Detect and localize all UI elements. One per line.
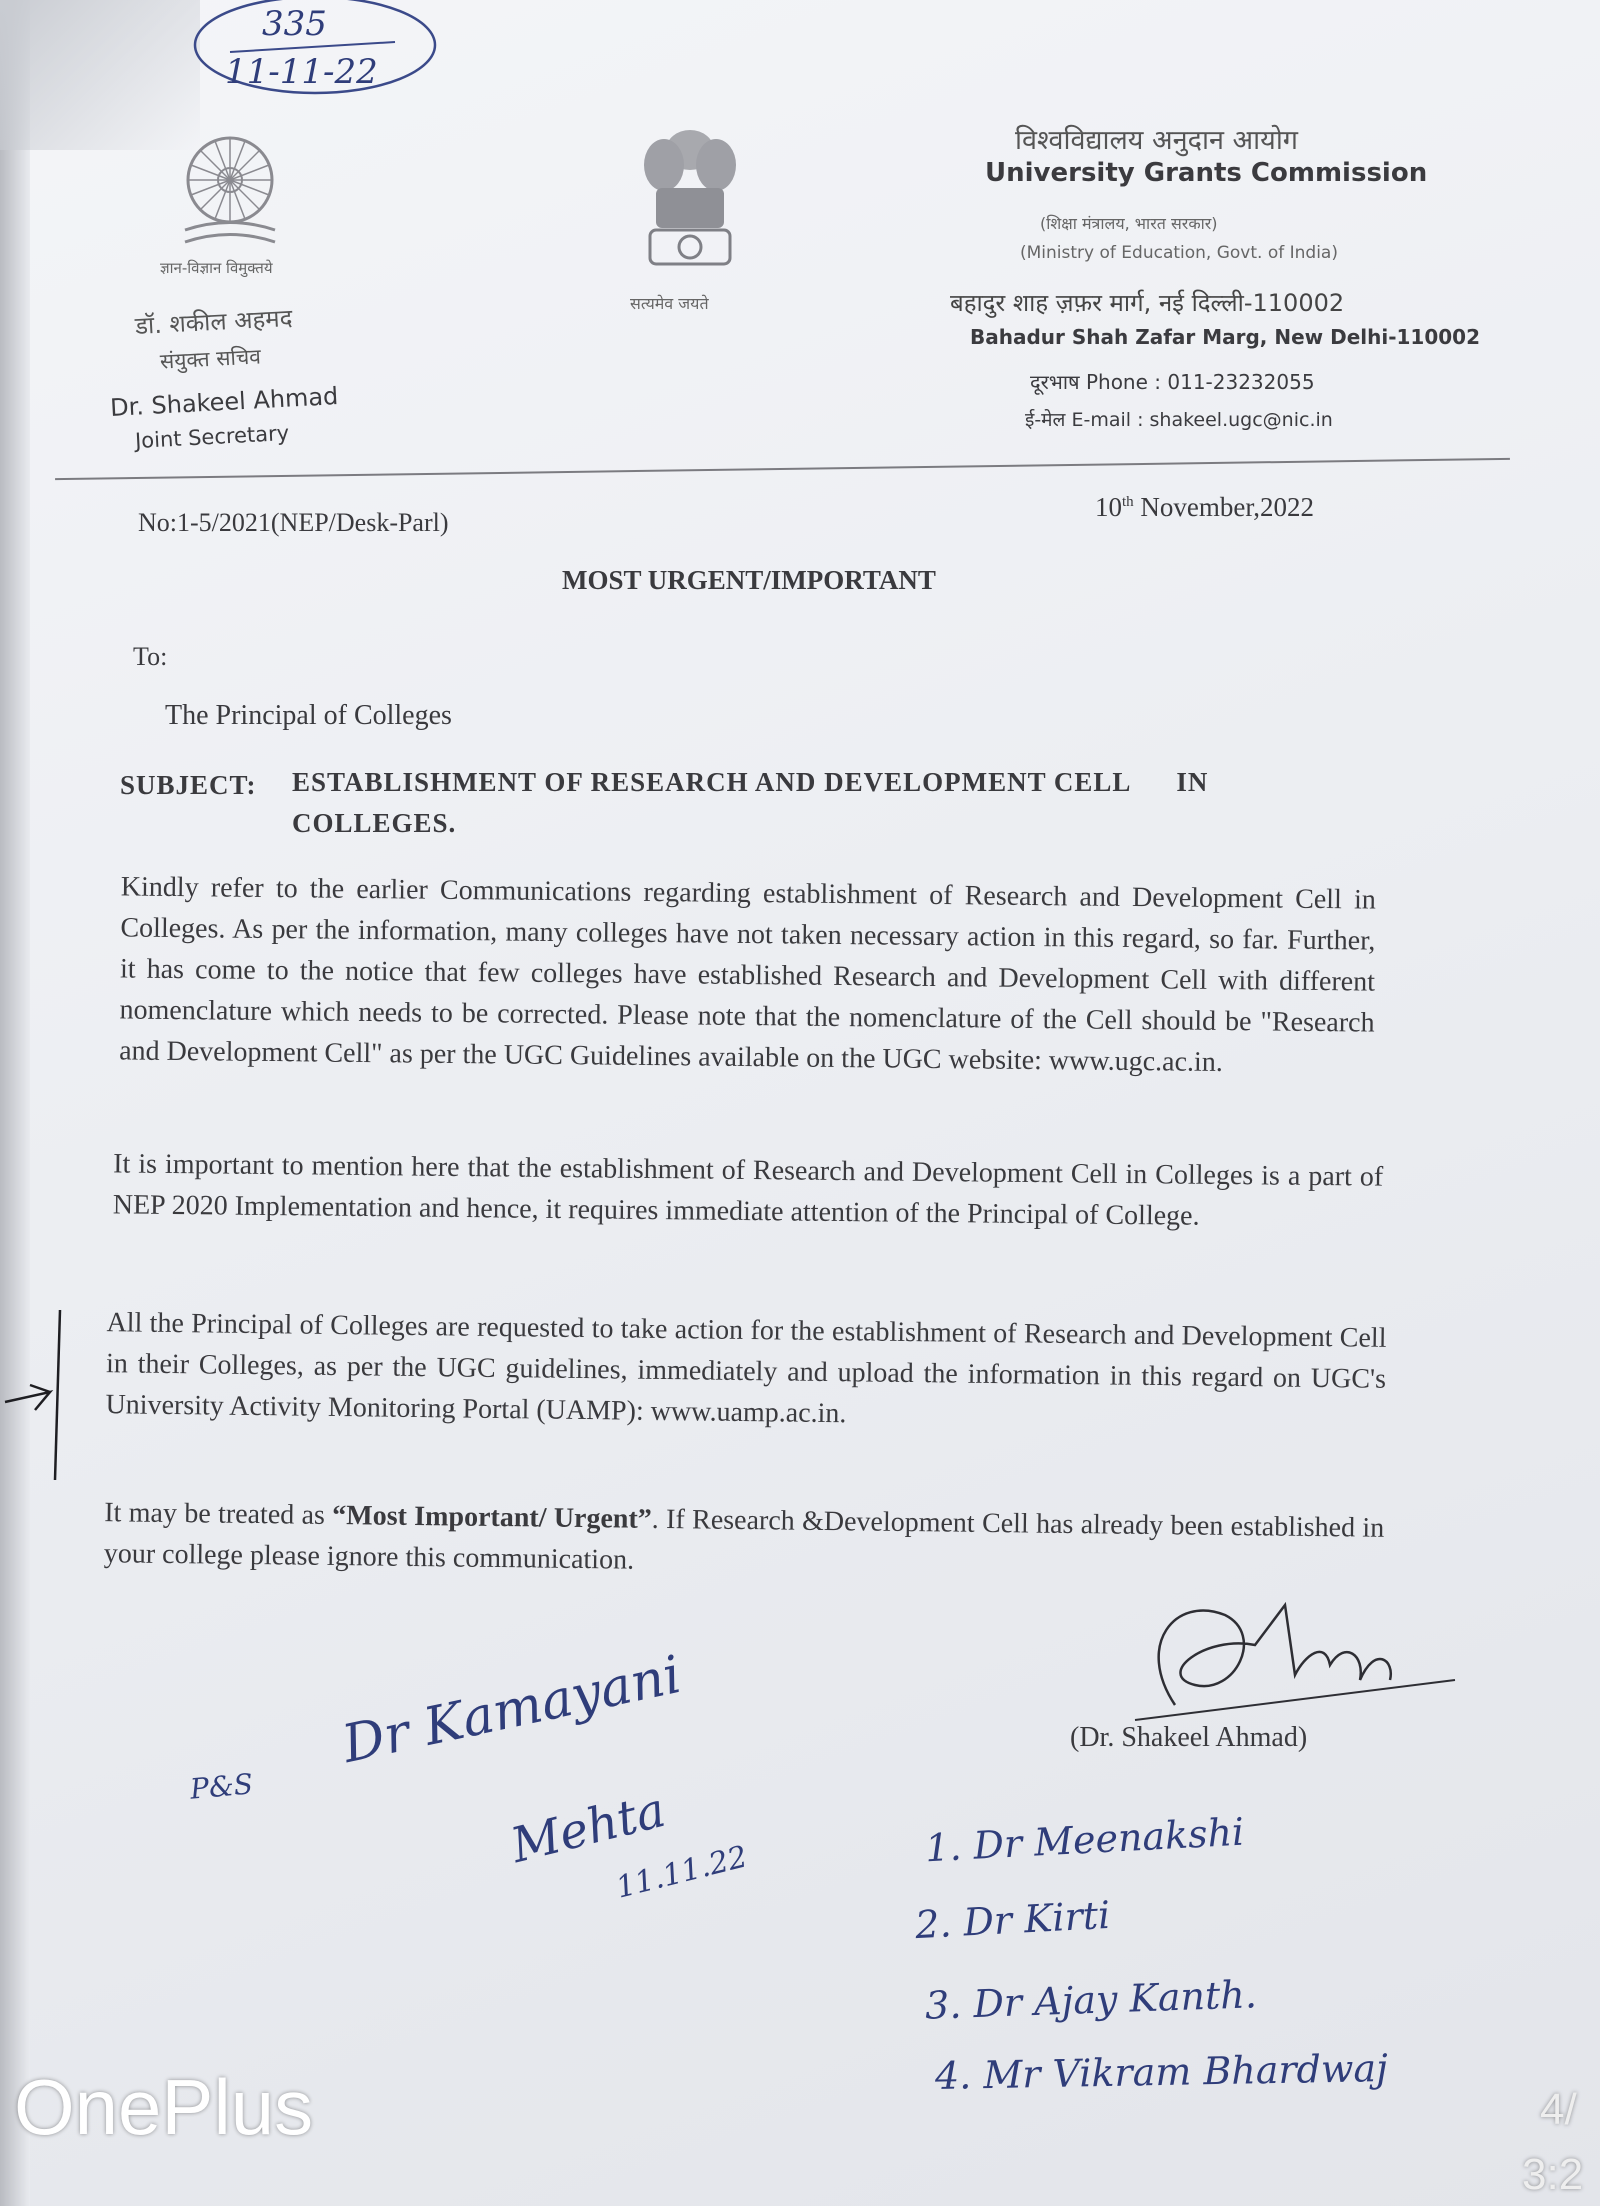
handwritten-list-item: 1. Dr Meenakshi xyxy=(924,1809,1246,1871)
letter-date: 10th November,2022 xyxy=(1095,492,1315,522)
margin-arrow-icon xyxy=(0,1310,70,1490)
sender-name-hindi: डॉ. शकील अहमद xyxy=(134,303,294,341)
sender-title: Joint Secretary xyxy=(134,420,290,454)
handwritten-list-item: 4. Mr Vikram Bhardwaj xyxy=(934,2046,1389,2098)
handwritten-forward-note: Dr Kamayani xyxy=(337,1644,687,1776)
national-emblem-icon xyxy=(630,120,750,290)
paper-corner-shadow xyxy=(0,0,200,150)
signatory-name: (Dr. Shakeel Ahmad) xyxy=(1070,1722,1308,1753)
sender-name: Dr. Shakeel Ahmad xyxy=(109,382,339,422)
org-address-hindi: बहादुर शाह ज़फ़र मार्ग, नई दिल्ली-110002 xyxy=(950,289,1345,317)
paragraph-3: All the Principal of Colleges are requested to take action for the establishment of Research and Development Cell in their Colleges, as per the UGC guidelines, immediately and upload the information in this regard on UGC's University Activity Monitoring Portal (UAMP): www.uamp.ac.in. xyxy=(105,1307,1387,1430)
org-email: ई-मेल E-mail : shakeel.ugc@nic.in xyxy=(1025,409,1333,431)
stamp-number: 335 xyxy=(262,4,327,44)
org-ministry-hindi: (शिक्षा मंत्रालय, भारत सरकार) xyxy=(1040,214,1218,233)
paragraph-2: It is important to mention here that the establishment of Research and Development Cell in Colleges is a part of NEP 2020 Implementation and hence, it requires immediate attention of the Principal of College. xyxy=(112,1148,1384,1232)
to-label: To: xyxy=(133,642,168,671)
org-address: Bahadur Shah Zafar Marg, New Delhi-110002 xyxy=(970,325,1481,349)
margin-mark: P&S xyxy=(188,1767,255,1806)
org-name-hindi: विश्वविद्यालय अनुदान आयोग xyxy=(1015,125,1299,156)
subject-label: SUBJECT: xyxy=(120,770,257,800)
stamp-date: 11-11-22 xyxy=(225,52,378,92)
handwritten-list-item: 2. Dr Kirti xyxy=(913,1892,1112,1948)
handwritten-list-item: 3. Dr Ajay Kanth. xyxy=(924,1972,1258,2028)
paragraph-4: It may be treated as “Most Important/ Urgent”. If Research &Development Cell has already been established in your college please ignore this communication. xyxy=(103,1497,1385,1576)
ugc-logo-caption: ज्ञान-विज्ञान विमुक्तये xyxy=(160,259,273,277)
org-name: University Grants Commission xyxy=(985,158,1428,188)
paragraph-1: Kindly refer to the earlier Communications regarding establishment of Research and Development Cell in Colleges. As per the information, many colleges have not taken necessary action in this regard, so far. Further, it has come to the notice that few colleges have established Research and Development Cell with different nomenclature which needs to be corrected. Please note that the nomenclature of the Cell should be "Research and Development Cell" as per the UGC Guidelines available on the UGC website: www.ugc.ac.in. xyxy=(119,871,1376,1078)
corner-overlay-bottom: 3:2 xyxy=(1522,2150,1584,2199)
org-phone: दूरभाष Phone : 011-23232055 xyxy=(1030,370,1315,394)
handwritten-date: 11.11.22 xyxy=(612,1839,751,1906)
handwritten-initials: Mehta xyxy=(505,1781,671,1875)
reference-number: No:1-5/2021(NEP/Desk-Parl) xyxy=(138,508,449,537)
ugc-logo-icon xyxy=(175,130,285,260)
recipient: The Principal of Colleges xyxy=(165,700,452,731)
corner-overlay-top: 4/ xyxy=(1540,2085,1577,2134)
subject-line-1: ESTABLISHMENT OF RESEARCH AND DEVELOPMENT CELL IN xyxy=(292,767,1209,797)
paper-edge-shadow xyxy=(0,0,30,2206)
signature-image xyxy=(1115,1585,1465,1745)
sender-title-hindi: संयुक्त सचिव xyxy=(159,344,262,374)
org-ministry: (Ministry of Education, Govt. of India) xyxy=(1020,243,1338,263)
subject-line-2: COLLEGES. xyxy=(292,808,457,838)
camera-watermark: OnePlus xyxy=(14,2063,314,2151)
emblem-caption: सत्यमेव जयते xyxy=(630,294,709,313)
urgency-heading: MOST URGENT/IMPORTANT xyxy=(562,565,936,595)
